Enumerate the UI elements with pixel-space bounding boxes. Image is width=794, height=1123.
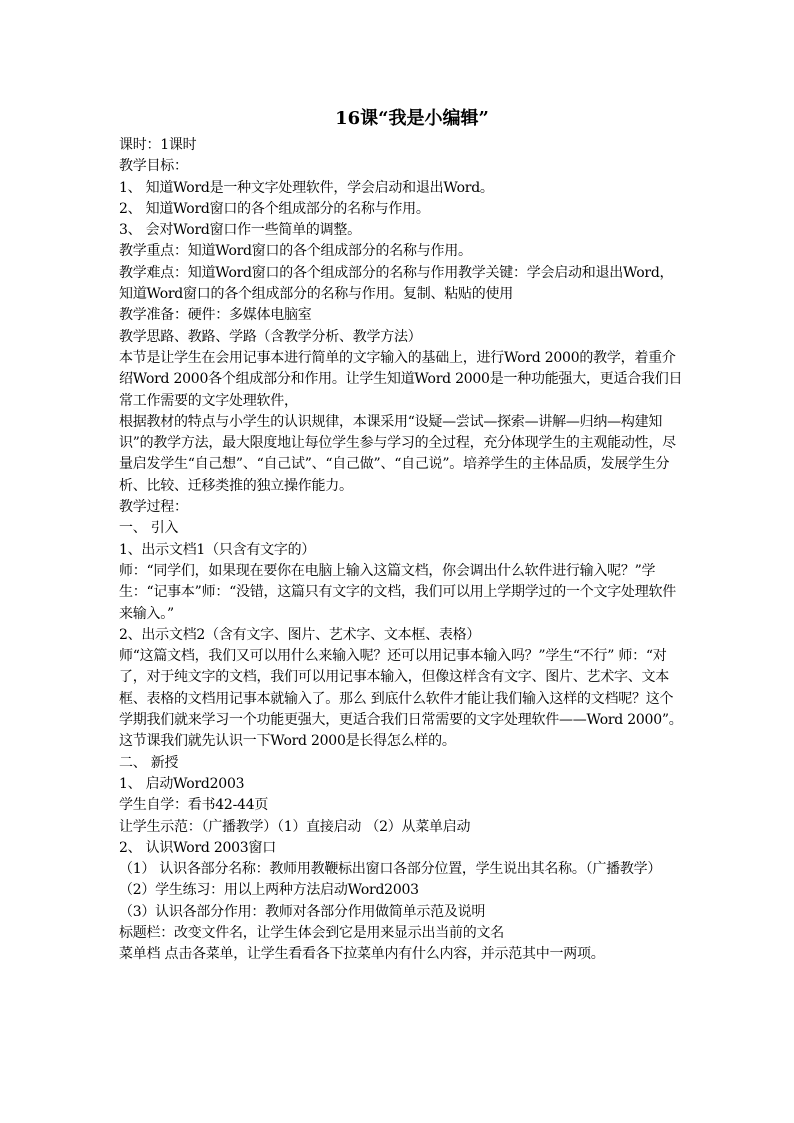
lesson-duration: 课时：1课时 bbox=[119, 137, 197, 153]
section-heading-intro: 一、 引入 bbox=[119, 520, 179, 537]
dialogue-paragraph: 师“这篇文档，我们又可以用什么来输入呢？还可以用记事本输入吗？”学生“不行” 师：“对了，对于纯文字的文档，我们可以用记事本输入，但像这样含有文字、图片、艺术字、文本框、表格的文档用记事本就输入了。那么 到底什么软件才能让我们输入这样的文档呢？这个学期我们就来学习一个功能更强大，更适合我们日常需要的文字处理软件——Word 2000”。这节课我们就先认识一下Word 2000是长得怎么样的。 bbox=[119, 648, 683, 750]
document-title: 16课“我是小编辑” bbox=[335, 108, 489, 129]
section-heading-process: 教学过程： bbox=[119, 499, 188, 516]
step-heading: 1、出示文档1（只含有文字的） bbox=[119, 541, 316, 558]
step-heading: 2、 认识Word 2003窗口 bbox=[119, 839, 276, 856]
teaching-preparation: 教学准备：硬件：多媒体电脑室 bbox=[119, 307, 312, 324]
body-paragraph: 本节是让学生在会用记事本进行简单的文字输入的基础上，进行Word 2000的教学，着重介绍Word 2000各个组成部分和作用。让学生知道Word 2000是一种功能强大，更适合我们日常工作需要的文字处理软件， bbox=[119, 349, 683, 409]
teaching-approach-heading: 教学思路、教路、学路（含教学分析、教学方法） bbox=[119, 328, 422, 345]
section-heading-objectives: 教学目标： bbox=[119, 158, 188, 175]
difficult-points: 教学难点：知道Word窗口的各个组成部分的名称与作用教学关键：学会启动和退出Word，知道Word窗口的各个组成部分的名称与作用。复制、粘贴的使用 bbox=[119, 264, 674, 303]
sub-step: （3）认识各部分作用：教师对各部分作用做简单示范及说明 bbox=[119, 903, 486, 920]
document-page bbox=[119, 103, 685, 966]
body-line: 标题栏：改变文件名，让学生体会到它是用来显示出当前的文名 bbox=[119, 924, 504, 941]
body-line: 让学生示范：（广播教学）（1）直接启动 （2）从菜单启动 bbox=[119, 818, 471, 835]
objective-item: 3、 会对Word窗口作一些简单的调整。 bbox=[119, 222, 361, 239]
objective-item: 2、 知道Word窗口的各个组成部分的名称与作用。 bbox=[119, 200, 430, 217]
key-points: 教学重点：知道Word窗口的各个组成部分的名称与作用。 bbox=[119, 243, 472, 260]
step-heading: 1、 启动Word2003 bbox=[119, 775, 245, 792]
body-line: 学生自学：看书42-44页 bbox=[119, 797, 269, 814]
body-paragraph: 根据教材的特点与小学生的认识规律，本课采用“设疑—尝试—探索—讲解—归纳—构建知识”的教学方法，最大限度地让每位学生参与学习的全过程，充分体现学生的主观能动性，尽量启发学生“自己想”、“自己试”、“自己做”、“自己说”。培养学生的主体品质，发展学生分析、比较、迁移类推的独立操作能力。 bbox=[119, 413, 676, 494]
body-line: 菜单档 点击各菜单，让学生看看各下拉菜单内有什么内容，并示范其中一两项。 bbox=[119, 946, 605, 963]
sub-step: （2）学生练习：用以上两种方法启动Word2003 bbox=[119, 882, 419, 899]
step-heading: 2、出示文档2（含有文字、图片、艺术字、文本框、表格） bbox=[119, 626, 481, 643]
document-body bbox=[119, 135, 685, 966]
section-heading-new-lesson: 二、 新授 bbox=[119, 754, 179, 771]
objective-item: 1、 知道Word是一种文字处理软件，学会启动和退出Word。 bbox=[119, 179, 494, 196]
sub-step: （1） 认识各部分名称：教师用教鞭标出窗口各部分位置，学生说出其名称。（广播教学） bbox=[119, 861, 662, 878]
dialogue-paragraph: 师：“同学们，如果现在要你在电脑上输入这篇文档，你会调出什么软件进行输入呢？”学生：“记事本”师：“没错，这篇只有文字的文档，我们可以用上学期学过的一个文字处理软件来输入。” bbox=[119, 562, 676, 622]
